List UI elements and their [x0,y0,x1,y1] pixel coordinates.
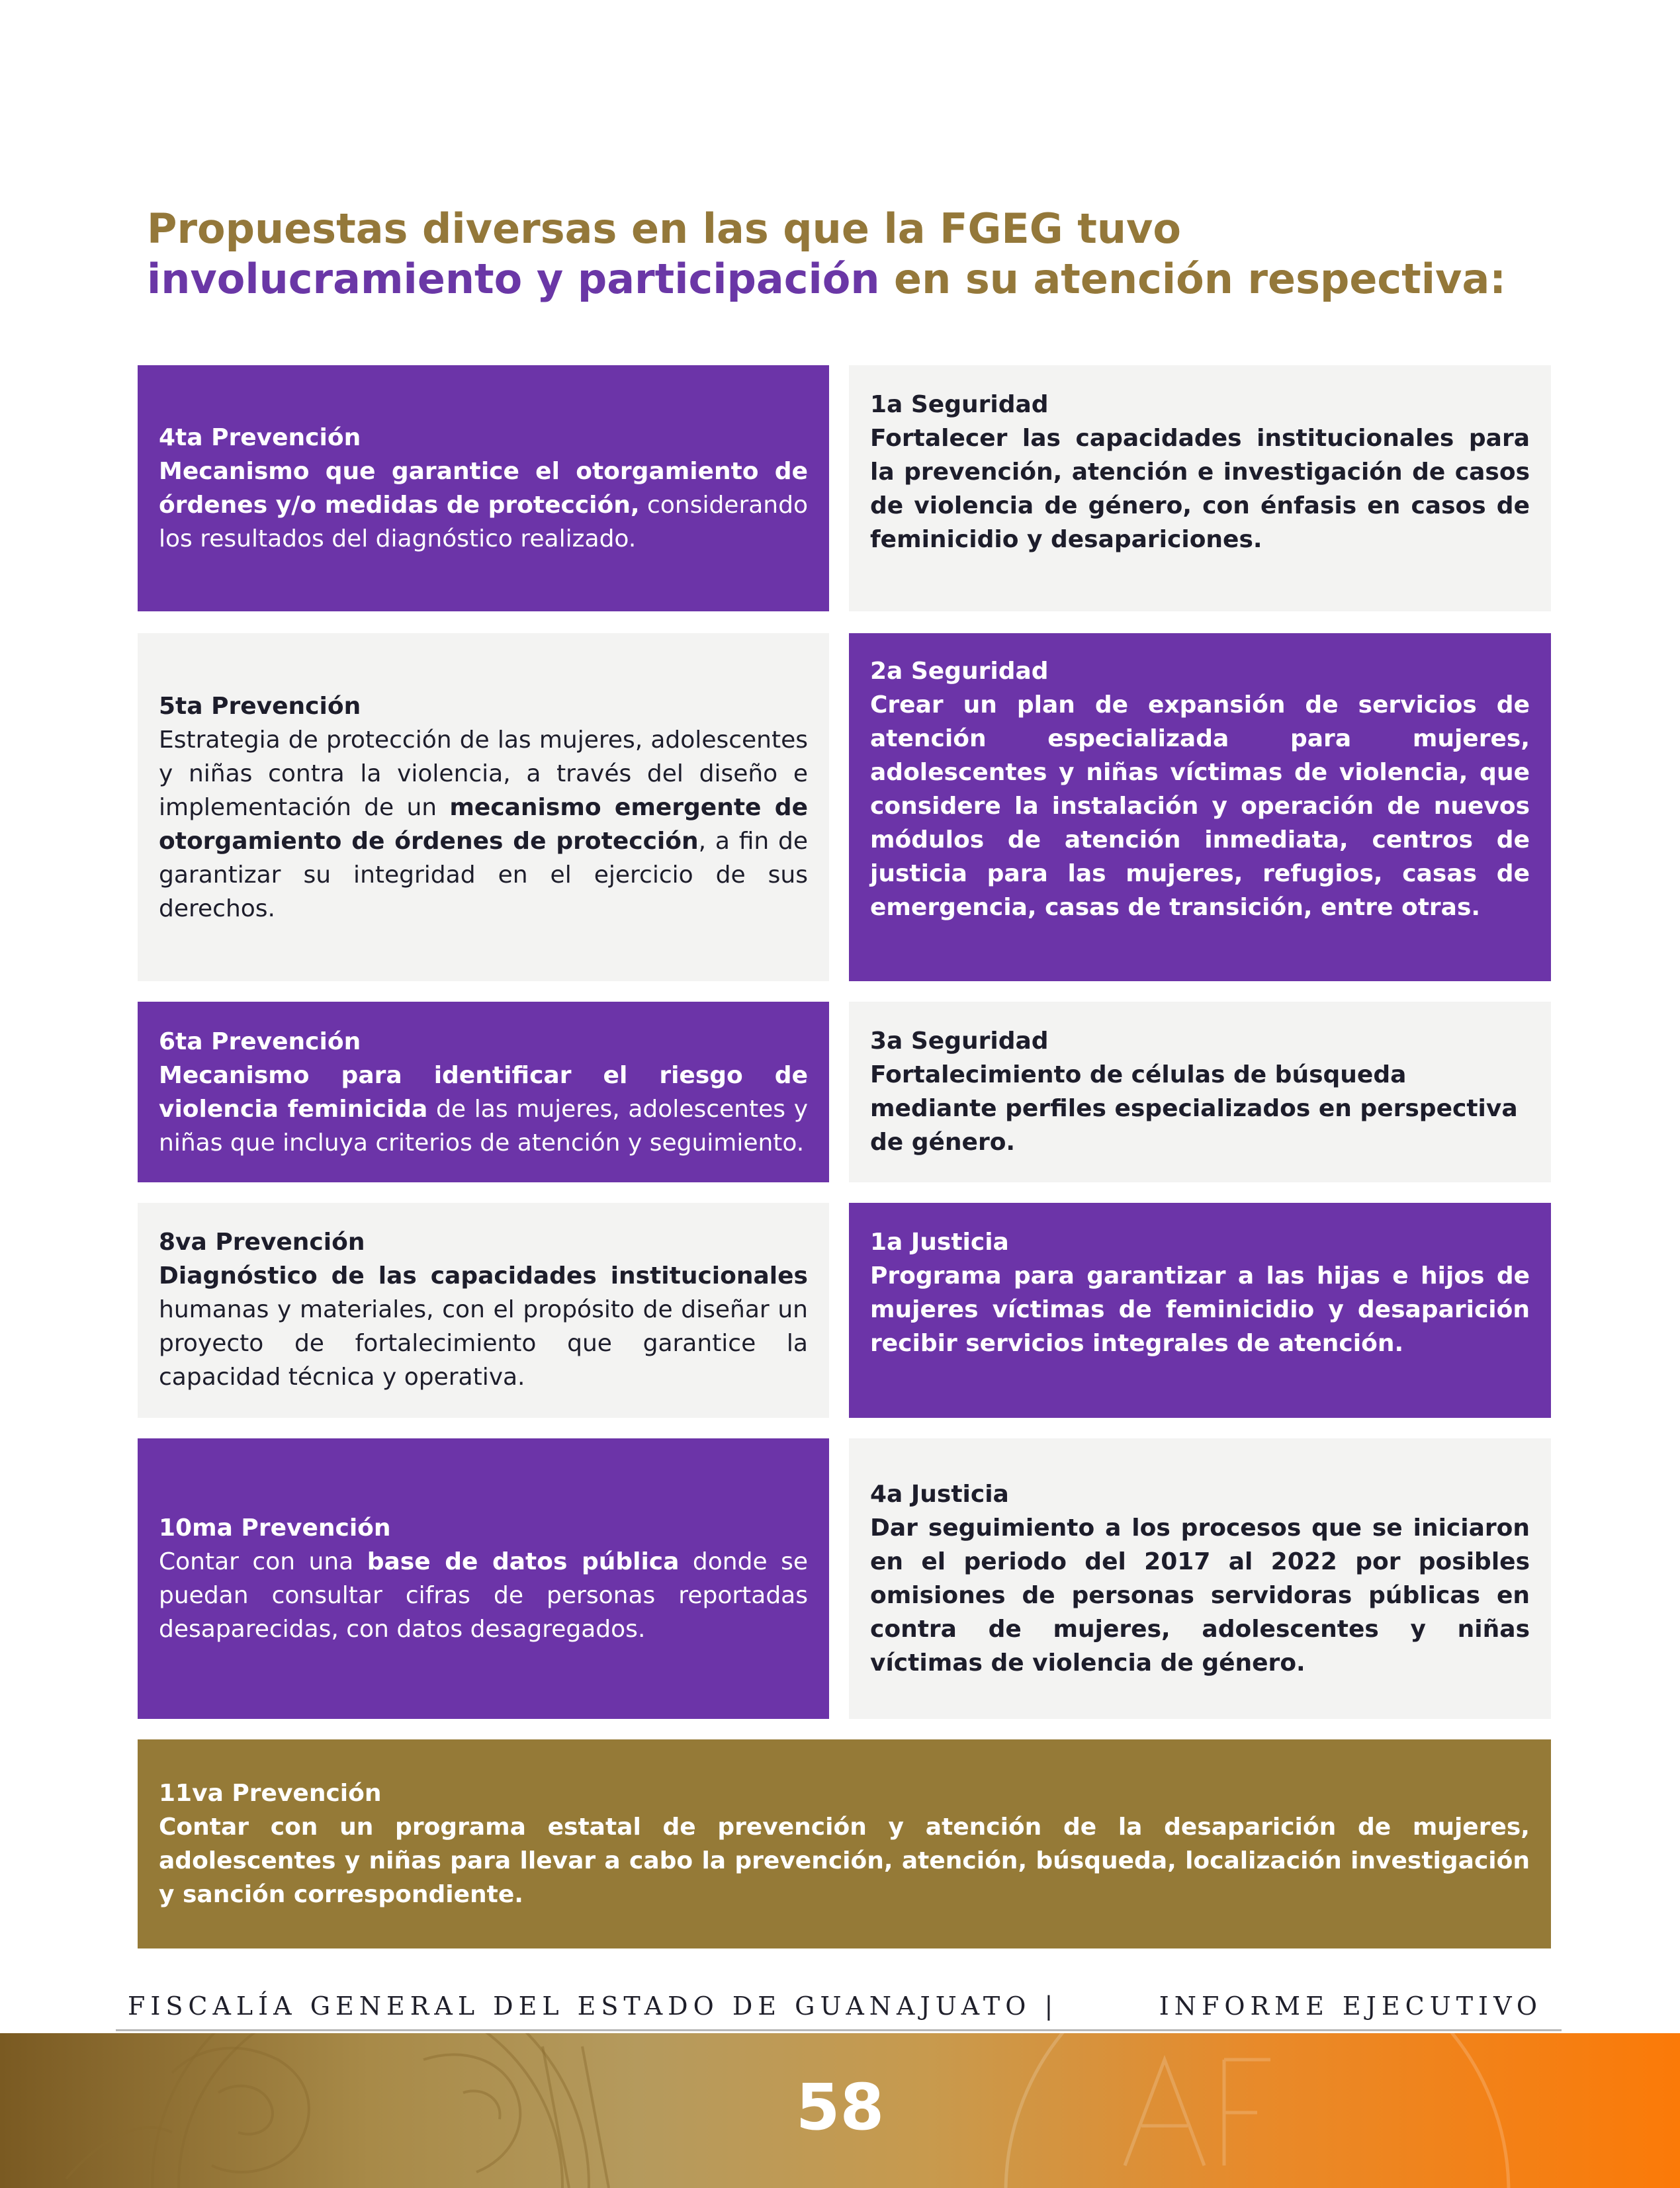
page-title [147,204,1563,304]
card-6ta-prevencion [138,1002,829,1182]
title-highlight: involucramiento y participación [147,255,880,303]
card-body-text-end: , a fin de garantizar su integridad en el ejercicio de sus derechos. [159,827,808,922]
card-body [159,1545,808,1646]
card-body-bold: mecanismo emergente de otorgamiento de órdenes de protección [159,793,808,855]
card-body-bold: base de datos pública [367,1548,680,1575]
card-body-text: Estrategia de protección de las mujeres, adolescentes y niñas contra la violencia, a través del diseño e implementación de un [159,726,808,821]
card-title: 1a Seguridad [870,391,1049,418]
card-1a-justicia [849,1203,1551,1418]
card-body-text-end: donde se puedan consultar cifras de personas reportadas desaparecidas, con datos desagregados. [159,1548,808,1643]
card-title: 8va Prevención [159,1229,365,1256]
card-3a-seguridad [849,1002,1551,1182]
title-part1: Propuestas diversas en las que la FGEG tuvo [147,204,1181,253]
card-body-text: de las mujeres, adolescentes y niñas que incluya criterios de atención y seguimiento. [159,1095,808,1157]
card-body: Fortalecimiento de células de búsqueda mediante perfiles especializados en perspectiva de género. [870,1061,1518,1156]
card-body-text: Contar con una [159,1548,367,1575]
page-number: 58 [795,2070,885,2144]
card-11va-prevencion [138,1739,1551,1948]
card-4ta-prevencion [138,365,829,611]
card-body-text: considerando los resultados del diagnóstico realizado. [159,492,809,552]
card-body [159,1259,808,1394]
card-10ma-prevencion [138,1438,829,1719]
title-part2: en su atención respectiva: [879,255,1507,303]
card-body [159,1059,808,1160]
card-title: 4a Justicia [870,1481,1009,1508]
card-title: 10ma Prevención [159,1514,391,1542]
card-title: 2a Seguridad [870,658,1049,685]
card-body: Contar con un programa estatal de prevención y atención de la desaparición de mujeres, adolescentes y niñas para llevar a cabo la prevención, atención, búsqueda, localización investigación y sanción correspondiente. [159,1814,1530,1908]
card-5ta-prevencion [138,633,829,981]
card-body-bold: Mecanismo que garantice el otorgamiento de órdenes y/o medidas de protección, [159,458,808,519]
card-body [159,455,808,556]
card-body: Fortalecer las capacidades institucionales para la prevención, atención e investigación de casos de violencia de género, con énfasis en casos de feminicidio y desapariciones. [870,425,1530,553]
card-4a-justicia [849,1438,1551,1719]
card-8va-prevencion [138,1203,829,1418]
card-body-bold: Mecanismo para identificar el riesgo de violencia feminicida [159,1061,808,1123]
card-title: 4ta Prevención [159,424,361,451]
footer-institution: FISCALÍA GENERAL DEL ESTADO DE GUANAJUATO | [128,1991,1059,2021]
footer-report-title: INFORME EJECUTIVO [1159,1991,1542,2021]
card-2a-seguridad [849,633,1551,981]
card-body: Dar seguimiento a los procesos que se iniciaron en el periodo del 2017 al 2022 por posibles omisiones de personas servidoras públicas en contra de mujeres, adolescentes y niñas víctimas de violencia de género. [870,1514,1530,1677]
card-title: 1a Justicia [870,1229,1009,1256]
card-1a-seguridad [849,365,1551,611]
card-body: Crear un plan de expansión de servicios de atención especializada para mujeres, adolescentes y niñas víctimas de violencia, que considere la instalación y operación de nuevos módulos de atención inmediata, centros de justicia para las mujeres, refugios, casas de emergencia, casas de transición, entre otras. [870,691,1530,921]
card-title: 11va Prevención [159,1780,382,1807]
card-body [159,723,808,926]
footer-divider [116,2029,1562,2031]
card-body-bold: Diagnóstico de las capacidades institucionales [159,1262,808,1290]
card-body: Programa para garantizar a las hijas e hijos de mujeres víctimas de feminicidio y desaparición recibir servicios integrales de atención. [870,1262,1530,1357]
card-title: 3a Seguridad [870,1028,1049,1055]
card-title: 5ta Prevención [159,692,361,720]
card-title: 6ta Prevención [159,1028,361,1055]
card-body-text: humanas y materiales, con el propósito de diseñar un proyecto de fortalecimiento que garantice la capacidad técnica y operativa. [159,1296,808,1391]
